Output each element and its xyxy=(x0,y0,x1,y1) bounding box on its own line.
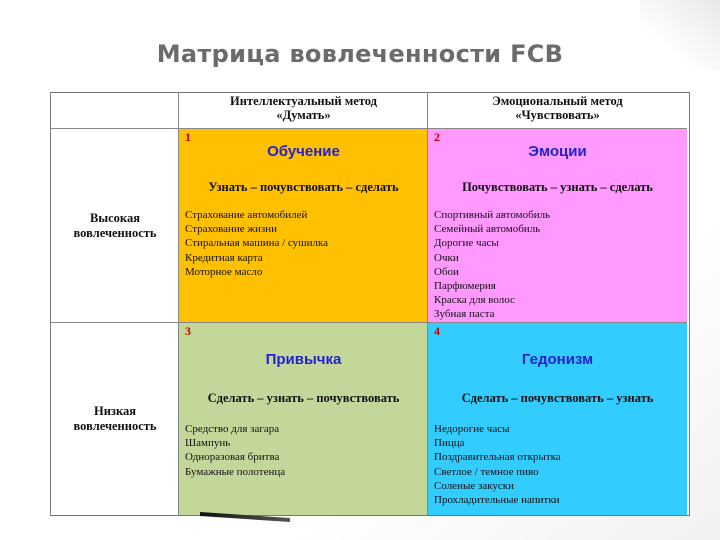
grid-line xyxy=(427,93,428,515)
list-item: Одноразовая бритва xyxy=(185,451,280,464)
slide-title: Матрица вовлеченности FCB xyxy=(156,40,564,68)
row-label-high-line1: Высокая xyxy=(90,211,140,225)
quadrant-number: 1 xyxy=(185,130,191,144)
quadrant-number: 2 xyxy=(434,130,440,144)
quadrant-name: Обучение xyxy=(267,143,340,160)
list-item: Прохладительные напитки xyxy=(434,494,560,507)
list-item: Семейный автомобиль xyxy=(434,223,541,236)
list-item: Средство для загара xyxy=(185,423,280,435)
quadrant-sequence: Сделать – почувствовать – узнать xyxy=(461,391,654,405)
list-item: Моторное масло xyxy=(185,265,263,278)
row-label-low-line2: вовлеченность xyxy=(73,419,157,433)
row-label-low xyxy=(51,323,179,515)
list-item: Светлое / темное пиво xyxy=(434,465,539,478)
list-item: Краска для волос xyxy=(434,294,515,307)
column-header-think-line1: Интеллектуальный метод xyxy=(230,94,377,108)
quadrant-sequence: Сделать – узнать – почувствовать xyxy=(207,391,400,405)
list-item: Парфюмерия xyxy=(434,280,496,293)
quadrant-habit xyxy=(179,323,428,515)
quadrant-items xyxy=(185,208,328,279)
list-item: Спортивный автомобиль xyxy=(434,209,551,221)
quadrant-items xyxy=(185,422,285,479)
quadrant-learning xyxy=(179,129,428,323)
list-item: Шампунь xyxy=(185,437,231,450)
list-item: Страхование жизни xyxy=(185,223,278,236)
grid-line xyxy=(51,128,687,129)
list-item: Страхование автомобилей xyxy=(185,209,308,221)
quadrant-number: 4 xyxy=(434,324,440,338)
quadrant-name: Эмоции xyxy=(528,143,587,160)
column-header-feel-line2: «Чувствовать» xyxy=(515,108,600,122)
list-item: Кредитная карта xyxy=(185,251,263,264)
list-item: Бумажные полотенца xyxy=(185,465,286,478)
row-label-high xyxy=(51,129,179,323)
list-item: Дорогие часы xyxy=(434,237,499,250)
quadrant-hedonism xyxy=(428,323,687,515)
quadrant-items xyxy=(434,208,550,322)
quadrant-sequence: Узнать – почувствовать – сделать xyxy=(208,180,399,194)
column-header-feel-line1: Эмоциональный метод xyxy=(492,94,623,108)
quadrant-number: 3 xyxy=(185,324,191,338)
list-item: Пицца xyxy=(434,437,465,450)
list-item: Зубная паста xyxy=(434,308,495,321)
list-item: Поздравительная открытка xyxy=(434,451,561,464)
list-item: Недорогие часы xyxy=(434,423,510,435)
quadrant-sequence: Почувствовать – узнать – сделать xyxy=(462,180,653,194)
quadrant-items xyxy=(434,422,561,507)
quadrant-emotions xyxy=(428,129,687,323)
list-item: Очки xyxy=(434,251,459,264)
grid-line xyxy=(178,93,179,515)
row-label-high-line2: вовлеченность xyxy=(73,226,157,240)
quadrant-name: Привычка xyxy=(265,351,342,368)
fcb-matrix xyxy=(50,92,690,516)
column-header-think-line2: «Думать» xyxy=(276,108,331,122)
quadrant-name: Гедонизм xyxy=(521,351,594,368)
row-label-low-line1: Низкая xyxy=(94,404,136,418)
grid-line xyxy=(51,322,687,323)
list-item: Стиральная машина / сушилка xyxy=(185,237,329,250)
list-item: Соленые закуски xyxy=(434,479,515,492)
list-item: Обои xyxy=(434,265,459,278)
column-header-feel xyxy=(428,93,687,129)
column-header-think xyxy=(179,93,428,129)
